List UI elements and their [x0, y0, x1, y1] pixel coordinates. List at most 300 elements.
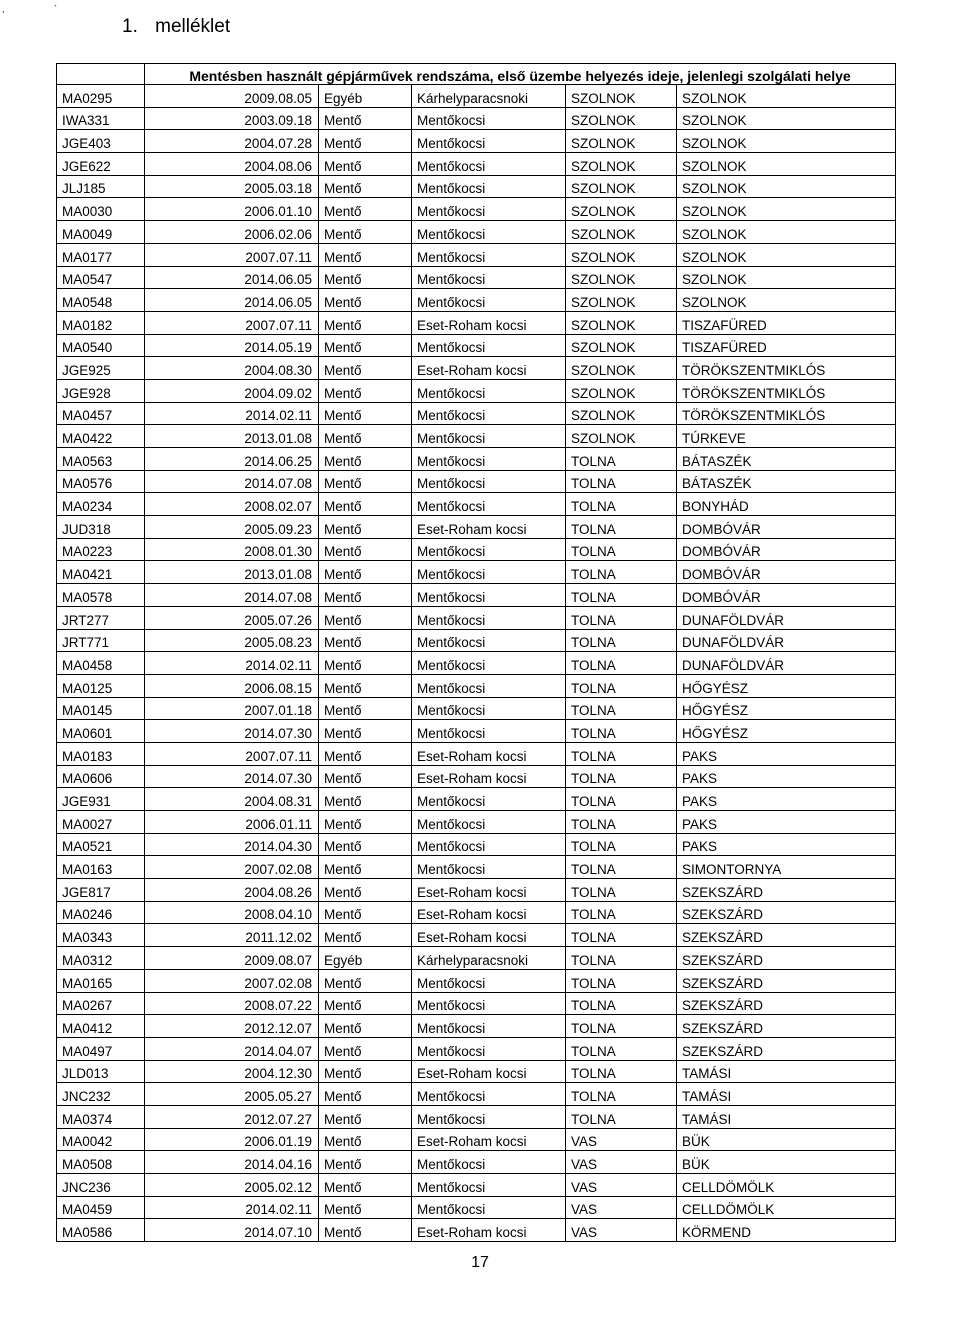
commissioning-date-cell: 2005.05.27 [145, 1083, 319, 1106]
commissioning-date-cell: 2014.02.11 [145, 652, 319, 675]
county-cell: TOLNA [566, 1015, 677, 1038]
table-row [57, 221, 896, 244]
station-cell: TAMÁSI [677, 1060, 896, 1083]
county-cell: SZOLNOK [566, 175, 677, 198]
plate-number-cell: MA0563 [57, 448, 145, 471]
vehicle-type-cell: Mentőkocsi [412, 606, 566, 629]
plate-number-cell: JLJ185 [57, 175, 145, 198]
station-cell: HŐGYÉSZ [677, 720, 896, 743]
vehicle-type-cell: Mentőkocsi [412, 334, 566, 357]
station-cell: CELLDÖMÖLK [677, 1196, 896, 1219]
plate-number-cell: MA0421 [57, 561, 145, 584]
commissioning-date-cell: 2006.01.10 [145, 198, 319, 221]
vehicle-category-cell: Mentő [319, 720, 412, 743]
vehicle-category-cell: Mentő [319, 357, 412, 380]
table-row [57, 1015, 896, 1038]
table-row [57, 765, 896, 788]
plate-number-cell: MA0586 [57, 1219, 145, 1242]
station-cell: TISZAFÜRED [677, 311, 896, 334]
station-cell: CELLDÖMÖLK [677, 1174, 896, 1197]
plate-number-cell: MA0267 [57, 992, 145, 1015]
table-row [57, 561, 896, 584]
table-row [57, 1037, 896, 1060]
vehicle-type-cell: Eset-Roham kocsi [412, 1060, 566, 1083]
station-cell: DOMBÓVÁR [677, 538, 896, 561]
vehicle-category-cell: Mentő [319, 833, 412, 856]
plate-number-cell: MA0027 [57, 811, 145, 834]
vehicle-category-cell: Mentő [319, 765, 412, 788]
table-row [57, 924, 896, 947]
station-cell: SZOLNOK [677, 175, 896, 198]
vehicle-type-cell: Mentőkocsi [412, 811, 566, 834]
county-cell: SZOLNOK [566, 357, 677, 380]
commissioning-date-cell: 2004.09.02 [145, 379, 319, 402]
county-cell: TOLNA [566, 470, 677, 493]
plate-number-cell: MA0246 [57, 901, 145, 924]
county-cell: TOLNA [566, 992, 677, 1015]
table-row [57, 992, 896, 1015]
station-cell: HŐGYÉSZ [677, 674, 896, 697]
table-row [57, 652, 896, 675]
table-row [57, 266, 896, 289]
vehicle-category-cell: Mentő [319, 334, 412, 357]
plate-number-cell: JGE928 [57, 379, 145, 402]
table-row [57, 1083, 896, 1106]
station-cell: SZOLNOK [677, 243, 896, 266]
table-row [57, 1105, 896, 1128]
vehicle-type-cell: Mentőkocsi [412, 221, 566, 244]
commissioning-date-cell: 2006.01.11 [145, 811, 319, 834]
vehicle-type-cell: Eset-Roham kocsi [412, 765, 566, 788]
station-cell: TAMÁSI [677, 1105, 896, 1128]
plate-number-cell: MA0548 [57, 289, 145, 312]
table-row [57, 107, 896, 130]
vehicle-type-cell: Mentőkocsi [412, 652, 566, 675]
station-cell: SZOLNOK [677, 130, 896, 153]
plate-number-cell: JGE622 [57, 153, 145, 176]
county-cell: TOLNA [566, 1037, 677, 1060]
plate-number-cell: MA0508 [57, 1151, 145, 1174]
table-row [57, 697, 896, 720]
county-cell: TOLNA [566, 811, 677, 834]
county-cell: TOLNA [566, 561, 677, 584]
vehicle-category-cell: Mentő [319, 130, 412, 153]
county-cell: TOLNA [566, 947, 677, 970]
county-cell: TOLNA [566, 629, 677, 652]
vehicle-type-cell: Mentőkocsi [412, 493, 566, 516]
station-cell: BÜK [677, 1151, 896, 1174]
table-row [57, 198, 896, 221]
vehicle-category-cell: Mentő [319, 289, 412, 312]
county-cell: SZOLNOK [566, 425, 677, 448]
station-cell: SZOLNOK [677, 289, 896, 312]
county-cell: TOLNA [566, 1105, 677, 1128]
county-cell: TOLNA [566, 924, 677, 947]
vehicle-category-cell: Mentő [319, 198, 412, 221]
county-cell: VAS [566, 1151, 677, 1174]
table-row [57, 1196, 896, 1219]
vehicle-category-cell: Mentő [319, 402, 412, 425]
vehicle-type-cell: Mentőkocsi [412, 175, 566, 198]
vehicle-category-cell: Mentő [319, 1151, 412, 1174]
county-cell: TOLNA [566, 901, 677, 924]
vehicle-category-cell: Mentő [319, 1105, 412, 1128]
scan-mark-left: , [2, 4, 5, 14]
station-cell: PAKS [677, 788, 896, 811]
vehicle-category-cell: Mentő [319, 243, 412, 266]
table-row [57, 175, 896, 198]
plate-number-cell: MA0547 [57, 266, 145, 289]
station-cell: SZOLNOK [677, 153, 896, 176]
plate-number-cell: JNC236 [57, 1174, 145, 1197]
plate-number-cell: MA0042 [57, 1128, 145, 1151]
table-row [57, 493, 896, 516]
vehicle-category-cell: Mentő [319, 311, 412, 334]
plate-number-cell: MA0183 [57, 742, 145, 765]
commissioning-date-cell: 2014.02.11 [145, 1196, 319, 1219]
county-cell: SZOLNOK [566, 379, 677, 402]
station-cell: SZOLNOK [677, 85, 896, 108]
commissioning-date-cell: 2005.09.23 [145, 516, 319, 539]
vehicle-type-cell: Mentőkocsi [412, 833, 566, 856]
commissioning-date-cell: 2014.04.16 [145, 1151, 319, 1174]
commissioning-date-cell: 2004.07.28 [145, 130, 319, 153]
table-row [57, 1174, 896, 1197]
vehicle-category-cell: Mentő [319, 1128, 412, 1151]
vehicle-category-cell: Mentő [319, 1015, 412, 1038]
vehicle-category-cell: Mentő [319, 107, 412, 130]
vehicle-category-cell: Egyéb [319, 947, 412, 970]
plate-number-cell: MA0163 [57, 856, 145, 879]
vehicle-type-cell: Mentőkocsi [412, 1174, 566, 1197]
commissioning-date-cell: 2014.07.30 [145, 765, 319, 788]
table-row [57, 289, 896, 312]
plate-number-cell: MA0030 [57, 198, 145, 221]
station-cell: SZOLNOK [677, 107, 896, 130]
table-row [57, 788, 896, 811]
vehicle-type-cell: Kárhelyparacsnoki [412, 947, 566, 970]
vehicle-type-cell: Mentőkocsi [412, 1105, 566, 1128]
table-row [57, 402, 896, 425]
commissioning-date-cell: 2009.08.05 [145, 85, 319, 108]
vehicle-category-cell: Mentő [319, 697, 412, 720]
county-cell: TOLNA [566, 652, 677, 675]
commissioning-date-cell: 2008.04.10 [145, 901, 319, 924]
plate-number-cell: MA0521 [57, 833, 145, 856]
plate-number-cell: MA0125 [57, 674, 145, 697]
plate-number-cell: MA0576 [57, 470, 145, 493]
vehicle-category-cell: Mentő [319, 266, 412, 289]
station-cell: PAKS [677, 811, 896, 834]
table-row [57, 833, 896, 856]
plate-number-cell: MA0457 [57, 402, 145, 425]
commissioning-date-cell: 2014.07.08 [145, 470, 319, 493]
vehicle-category-cell: Mentő [319, 221, 412, 244]
commissioning-date-cell: 2005.07.26 [145, 606, 319, 629]
commissioning-date-cell: 2014.07.30 [145, 720, 319, 743]
plate-number-cell: MA0606 [57, 765, 145, 788]
vehicle-type-cell: Mentőkocsi [412, 561, 566, 584]
county-cell: TOLNA [566, 742, 677, 765]
table-row [57, 584, 896, 607]
plate-number-cell: JGE925 [57, 357, 145, 380]
table-row [57, 470, 896, 493]
commissioning-date-cell: 2007.01.18 [145, 697, 319, 720]
vehicle-type-cell: Mentőkocsi [412, 856, 566, 879]
county-cell: TOLNA [566, 1060, 677, 1083]
vehicle-category-cell: Mentő [319, 175, 412, 198]
commissioning-date-cell: 2014.05.19 [145, 334, 319, 357]
commissioning-date-cell: 2009.08.07 [145, 947, 319, 970]
county-cell: VAS [566, 1219, 677, 1242]
commissioning-date-cell: 2004.08.30 [145, 357, 319, 380]
table-title-row [57, 64, 896, 85]
vehicle-category-cell: Mentő [319, 1060, 412, 1083]
table-title-spacer [57, 64, 145, 85]
plate-number-cell: JRT771 [57, 629, 145, 652]
vehicle-category-cell: Mentő [319, 1037, 412, 1060]
county-cell: SZOLNOK [566, 334, 677, 357]
table-row [57, 720, 896, 743]
table-row [57, 811, 896, 834]
commissioning-date-cell: 2014.06.05 [145, 266, 319, 289]
county-cell: TOLNA [566, 697, 677, 720]
station-cell: SZEKSZÁRD [677, 1037, 896, 1060]
vehicle-category-cell: Mentő [319, 788, 412, 811]
vehicle-type-cell: Mentőkocsi [412, 470, 566, 493]
commissioning-date-cell: 2008.02.07 [145, 493, 319, 516]
vehicle-category-cell: Mentő [319, 969, 412, 992]
vehicle-category-cell: Mentő [319, 606, 412, 629]
annex-title: melléklet [155, 16, 231, 37]
table-row [57, 85, 896, 108]
vehicle-table-body [57, 64, 896, 1242]
vehicle-type-cell: Eset-Roham kocsi [412, 311, 566, 334]
vehicle-category-cell: Mentő [319, 425, 412, 448]
commissioning-date-cell: 2005.03.18 [145, 175, 319, 198]
vehicle-category-cell: Mentő [319, 1196, 412, 1219]
commissioning-date-cell: 2007.02.08 [145, 856, 319, 879]
station-cell: TÖRÖKSZENTMIKLÓS [677, 379, 896, 402]
vehicle-type-cell: Mentőkocsi [412, 629, 566, 652]
station-cell: DUNAFÖLDVÁR [677, 652, 896, 675]
commissioning-date-cell: 2014.06.25 [145, 448, 319, 471]
station-cell: TÚRKEVE [677, 425, 896, 448]
vehicle-type-cell: Mentőkocsi [412, 266, 566, 289]
annex-number: 1. [122, 16, 138, 37]
station-cell: PAKS [677, 765, 896, 788]
vehicle-type-cell: Kárhelyparacsnoki [412, 85, 566, 108]
plate-number-cell: MA0177 [57, 243, 145, 266]
plate-number-cell: IWA331 [57, 107, 145, 130]
station-cell: SZEKSZÁRD [677, 879, 896, 902]
county-cell: SZOLNOK [566, 130, 677, 153]
county-cell: TOLNA [566, 1083, 677, 1106]
plate-number-cell: JUD318 [57, 516, 145, 539]
station-cell: SIMONTORNYA [677, 856, 896, 879]
plate-number-cell: MA0312 [57, 947, 145, 970]
vehicle-type-cell: Eset-Roham kocsi [412, 357, 566, 380]
commissioning-date-cell: 2006.08.15 [145, 674, 319, 697]
vehicle-type-cell: Eset-Roham kocsi [412, 742, 566, 765]
vehicle-type-cell: Mentőkocsi [412, 402, 566, 425]
vehicle-type-cell: Mentőkocsi [412, 674, 566, 697]
vehicle-category-cell: Mentő [319, 516, 412, 539]
vehicle-category-cell: Mentő [319, 561, 412, 584]
vehicle-category-cell: Egyéb [319, 85, 412, 108]
table-row [57, 1128, 896, 1151]
vehicle-category-cell: Mentő [319, 493, 412, 516]
table-row [57, 969, 896, 992]
commissioning-date-cell: 2008.07.22 [145, 992, 319, 1015]
plate-number-cell: MA0295 [57, 85, 145, 108]
vehicle-type-cell: Mentőkocsi [412, 107, 566, 130]
table-row [57, 334, 896, 357]
county-cell: TOLNA [566, 765, 677, 788]
commissioning-date-cell: 2005.08.23 [145, 629, 319, 652]
vehicle-type-cell: Eset-Roham kocsi [412, 516, 566, 539]
commissioning-date-cell: 2014.07.10 [145, 1219, 319, 1242]
commissioning-date-cell: 2014.02.11 [145, 402, 319, 425]
vehicle-type-cell: Mentőkocsi [412, 289, 566, 312]
commissioning-date-cell: 2012.07.27 [145, 1105, 319, 1128]
commissioning-date-cell: 2004.08.06 [145, 153, 319, 176]
county-cell: SZOLNOK [566, 107, 677, 130]
station-cell: SZEKSZÁRD [677, 901, 896, 924]
vehicle-type-cell: Mentőkocsi [412, 697, 566, 720]
plate-number-cell: JGE403 [57, 130, 145, 153]
table-row [57, 448, 896, 471]
commissioning-date-cell: 2006.02.06 [145, 221, 319, 244]
vehicle-table-container [56, 63, 896, 1242]
plate-number-cell: MA0374 [57, 1105, 145, 1128]
vehicle-type-cell: Mentőkocsi [412, 992, 566, 1015]
plate-number-cell: MA0049 [57, 221, 145, 244]
vehicle-type-cell: Mentőkocsi [412, 198, 566, 221]
table-row [57, 153, 896, 176]
vehicle-category-cell: Mentő [319, 674, 412, 697]
station-cell: BÜK [677, 1128, 896, 1151]
vehicle-category-cell: Mentő [319, 856, 412, 879]
vehicle-type-cell: Mentőkocsi [412, 1015, 566, 1038]
county-cell: TOLNA [566, 788, 677, 811]
scan-mark-right: ` [54, 4, 57, 14]
plate-number-cell: MA0458 [57, 652, 145, 675]
commissioning-date-cell: 2006.01.19 [145, 1128, 319, 1151]
station-cell: DOMBÓVÁR [677, 516, 896, 539]
plate-number-cell: MA0497 [57, 1037, 145, 1060]
vehicle-category-cell: Mentő [319, 470, 412, 493]
vehicle-type-cell: Mentőkocsi [412, 425, 566, 448]
table-row [57, 379, 896, 402]
commissioning-date-cell: 2008.01.30 [145, 538, 319, 561]
vehicle-category-cell: Mentő [319, 652, 412, 675]
station-cell: HŐGYÉSZ [677, 697, 896, 720]
station-cell: TÖRÖKSZENTMIKLÓS [677, 402, 896, 425]
station-cell: BÁTASZÉK [677, 470, 896, 493]
commissioning-date-cell: 2005.02.12 [145, 1174, 319, 1197]
vehicle-type-cell: Mentőkocsi [412, 720, 566, 743]
county-cell: SZOLNOK [566, 266, 677, 289]
vehicle-category-cell: Mentő [319, 538, 412, 561]
station-cell: BONYHÁD [677, 493, 896, 516]
commissioning-date-cell: 2004.12.30 [145, 1060, 319, 1083]
county-cell: SZOLNOK [566, 85, 677, 108]
vehicle-category-cell: Mentő [319, 1219, 412, 1242]
county-cell: SZOLNOK [566, 289, 677, 312]
table-row [57, 947, 896, 970]
table-row [57, 629, 896, 652]
commissioning-date-cell: 2014.07.08 [145, 584, 319, 607]
plate-number-cell: MA0145 [57, 697, 145, 720]
plate-number-cell: JLD013 [57, 1060, 145, 1083]
county-cell: SZOLNOK [566, 221, 677, 244]
county-cell: TOLNA [566, 606, 677, 629]
county-cell: VAS [566, 1196, 677, 1219]
table-row [57, 538, 896, 561]
vehicle-type-cell: Mentőkocsi [412, 153, 566, 176]
vehicle-type-cell: Mentőkocsi [412, 1196, 566, 1219]
commissioning-date-cell: 2014.04.30 [145, 833, 319, 856]
station-cell: PAKS [677, 742, 896, 765]
vehicle-category-cell: Mentő [319, 742, 412, 765]
vehicle-type-cell: Mentőkocsi [412, 538, 566, 561]
county-cell: SZOLNOK [566, 243, 677, 266]
vehicle-type-cell: Mentőkocsi [412, 448, 566, 471]
county-cell: TOLNA [566, 833, 677, 856]
table-row [57, 1060, 896, 1083]
vehicle-category-cell: Mentő [319, 448, 412, 471]
commissioning-date-cell: 2014.04.07 [145, 1037, 319, 1060]
station-cell: PAKS [677, 833, 896, 856]
vehicle-type-cell: Mentőkocsi [412, 1151, 566, 1174]
station-cell: TAMÁSI [677, 1083, 896, 1106]
commissioning-date-cell: 2012.12.07 [145, 1015, 319, 1038]
station-cell: TISZAFÜRED [677, 334, 896, 357]
plate-number-cell: MA0422 [57, 425, 145, 448]
vehicle-category-cell: Mentő [319, 584, 412, 607]
plate-number-cell: MA0459 [57, 1196, 145, 1219]
vehicle-type-cell: Eset-Roham kocsi [412, 1219, 566, 1242]
commissioning-date-cell: 2014.06.05 [145, 289, 319, 312]
vehicle-category-cell: Mentő [319, 379, 412, 402]
vehicle-type-cell: Mentőkocsi [412, 788, 566, 811]
station-cell: BÁTASZÉK [677, 448, 896, 471]
station-cell: SZEKSZÁRD [677, 947, 896, 970]
plate-number-cell: JNC232 [57, 1083, 145, 1106]
plate-number-cell: MA0578 [57, 584, 145, 607]
plate-number-cell: MA0223 [57, 538, 145, 561]
county-cell: TOLNA [566, 538, 677, 561]
county-cell: TOLNA [566, 448, 677, 471]
county-cell: TOLNA [566, 516, 677, 539]
vehicle-type-cell: Eset-Roham kocsi [412, 901, 566, 924]
table-row [57, 357, 896, 380]
county-cell: SZOLNOK [566, 402, 677, 425]
county-cell: SZOLNOK [566, 153, 677, 176]
county-cell: TOLNA [566, 720, 677, 743]
county-cell: SZOLNOK [566, 198, 677, 221]
vehicle-type-cell: Mentőkocsi [412, 130, 566, 153]
station-cell: DUNAFÖLDVÁR [677, 629, 896, 652]
table-row [57, 1219, 896, 1242]
county-cell: TOLNA [566, 674, 677, 697]
table-row [57, 243, 896, 266]
table-row [57, 879, 896, 902]
station-cell: KÖRMEND [677, 1219, 896, 1242]
plate-number-cell: MA0601 [57, 720, 145, 743]
table-row [57, 311, 896, 334]
